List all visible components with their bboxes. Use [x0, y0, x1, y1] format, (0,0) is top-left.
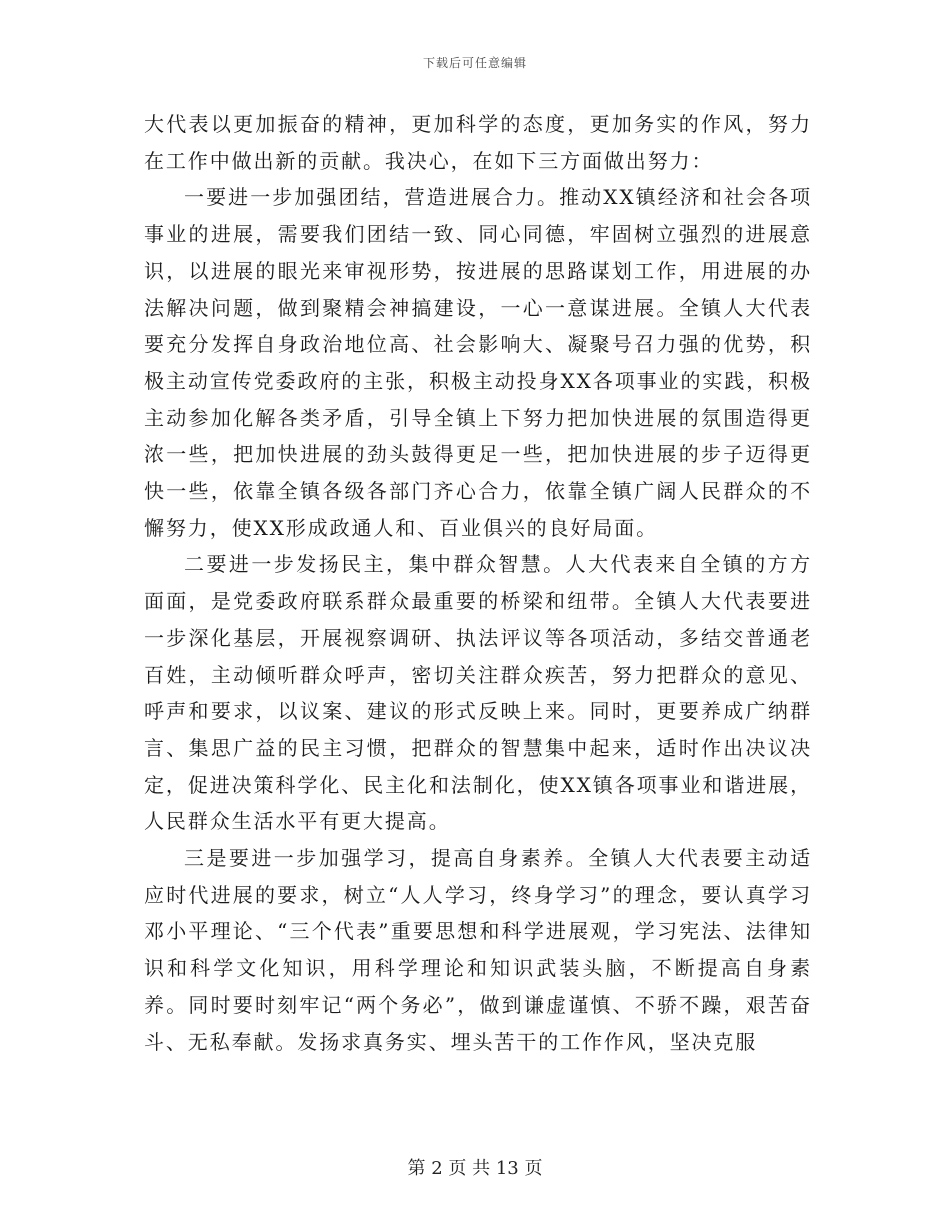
- paragraph-study: 三是要进一步加强学习，提高自身素养。全镇人大代表要主动适应时代进展的要求，树立“人人学习，终身学习”的理念，要认真学习邓小平理论、“三个代表”重要思想和科学进展观，学习宪法、法律知识和科学文化知识，用科学理论和知识武装头脑，不断提高自身素养。同时要时刻牢记“两个务必”，做到谦虚谨慎、不骄不躁，艰苦奋斗、无私奉献。发扬求真务实、埋头苦干的工作作风，坚决克服: [144, 846, 812, 1054]
- page-footer: [0, 1154, 950, 1180]
- page-header-note: 下载后可任意编辑: [422, 56, 527, 70]
- paragraph-unity: 一要进一步加强团结，营造进展合力。推动XX镇经济和社会各项事业的进展，需要我们团结一致、同心同德，牢固树立强烈的进展意识，以进展的眼光来审视形势，按进展的思路谋划工作，用进展的办法解决问题，做到聚精会神搞建设，一心一意谋进展。全镇人大代表要充分发挥自身政治地位高、社会影响大、凝聚号召力强的优势，积极主动宣传党委政府的主张，积极主动投身XX各项事业的实践，积极主动参加化解各类矛盾，引导全镇上下努力把加快进展的氛围造得更浓一些，把加快进展的劲头鼓得更足一些，把加快进展的步子迈得更快一些，依靠全镇各级各部门齐心合力，依靠全镇广阔人民群众的不懈努力，使XX形成政通人和、百业俱兴的良好局面。: [144, 185, 812, 540]
- paragraph-continuation: 大代表以更加振奋的精神，更加科学的态度，更加务实的作风，努力在工作中做出新的贡献。我决心，在如下三方面做出努力：: [144, 112, 812, 173]
- page-number: 第 2 页 共 13 页: [407, 1158, 543, 1179]
- document-body: [144, 106, 812, 1060]
- paragraph-democracy: 二要进一步发扬民主，集中群众智慧。人大代表来自全镇的方方面面，是党委政府联系群众最重要的桥梁和纽带。全镇人大代表要进一步深化基层，开展视察调研、执法评议等各项活动，多结交普通老百姓，主动倾听群众呼声，密切关注群众疾苦，努力把群众的意见、呼声和要求，以议案、建议的形式反映上来。同时，更要养成广纳群言、集思广益的民主习惯，把群众的智慧集中起来，适时作出决议决定，促进决策科学化、民主化和法制化，使XX镇各项事业和谐进展，人民群众生活水平有更大提高。: [144, 552, 812, 834]
